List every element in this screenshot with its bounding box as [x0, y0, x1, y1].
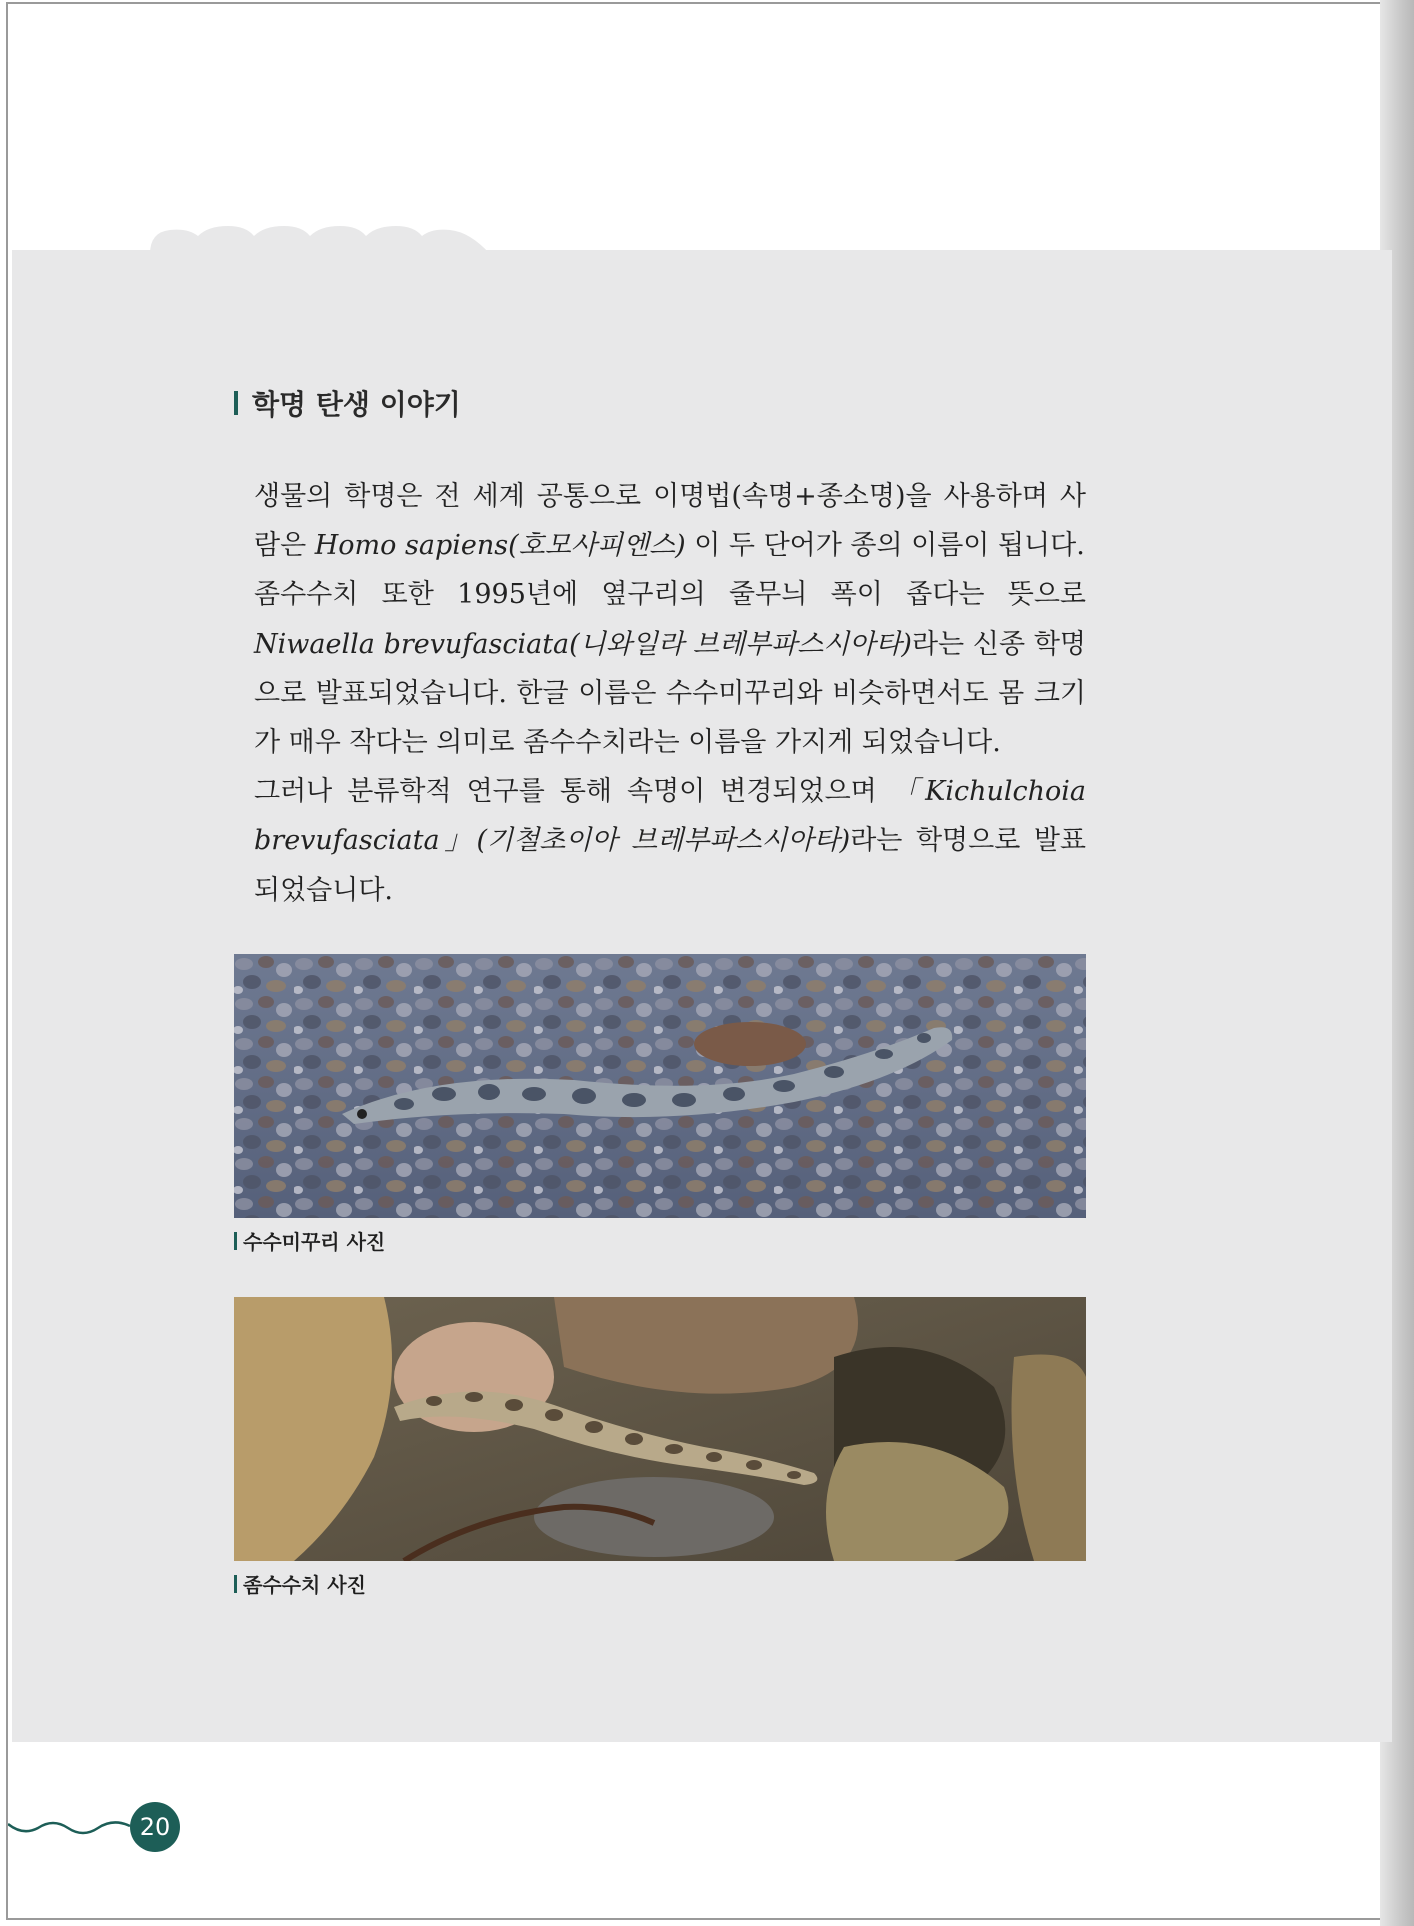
gravel-image	[234, 954, 1086, 1218]
page-number-badge	[130, 1802, 180, 1852]
photo-susumikkuri	[234, 954, 1086, 1218]
paragraph-1	[254, 472, 1086, 570]
page-number: 20	[139, 1813, 171, 1841]
paragraph-1-text-c: 이 두 단어가 종의 이름이 됩니다.	[685, 530, 1085, 562]
caption-marker	[234, 1575, 237, 1593]
section-title-text: 학명 탄생 이야기	[252, 388, 461, 421]
paragraph-3-scientific-name: 「Kichulchoia brevufasciata」(기철초이아 브레부파스시아타)	[254, 776, 1086, 857]
paragraph-2-text-a: 좀수수치 또한 1995년에 옆구리의 줄무늬 폭이 좁다는 뜻으로	[254, 579, 1086, 611]
paragraph-2	[254, 570, 1086, 767]
paragraph-2-text-c: 라는 신종 학명으로 발표되었습니다. 한글 이름은 수수미꾸리와 비슷하면서도 몸 크기가 매우 작다는 의미로 좀수수치라는 이름을 가지게 되었습니다.	[254, 628, 1086, 759]
caption-marker	[234, 1232, 237, 1250]
paragraph-1-scientific-name: Homo sapiens(호모사피엔스)	[314, 530, 686, 562]
paragraph-3-text-c: 라는 학명으로 발표되었습니다.	[254, 825, 1086, 906]
paragraph-3	[254, 767, 1086, 915]
title-marker	[234, 391, 238, 415]
section-title	[234, 383, 461, 423]
body-text	[254, 472, 1086, 915]
caption-1-text: 수수미꾸리 사진	[243, 1230, 386, 1254]
paragraph-2-scientific-name: Niwaella brevufasciata(니와일라 브레부파스시아타)	[254, 628, 912, 660]
photo-jomsusuchi	[234, 1297, 1086, 1561]
wave-decoration-top	[150, 222, 510, 254]
caption-2	[234, 1569, 366, 1598]
caption-2-text: 좀수수치 사진	[243, 1573, 366, 1597]
rocks-image	[234, 1297, 1086, 1561]
paragraph-3-text-a: 그러나 분류학적 연구를 통해 속명이 변경되었으며	[254, 776, 892, 808]
caption-1	[234, 1226, 385, 1255]
wave-decoration-bottom	[8, 1812, 138, 1842]
paragraph-1-text-a: 생물의 학명은 전 세계 공통으로 이명법(속명+종소명)을 사용하며 사람은	[254, 481, 1086, 562]
